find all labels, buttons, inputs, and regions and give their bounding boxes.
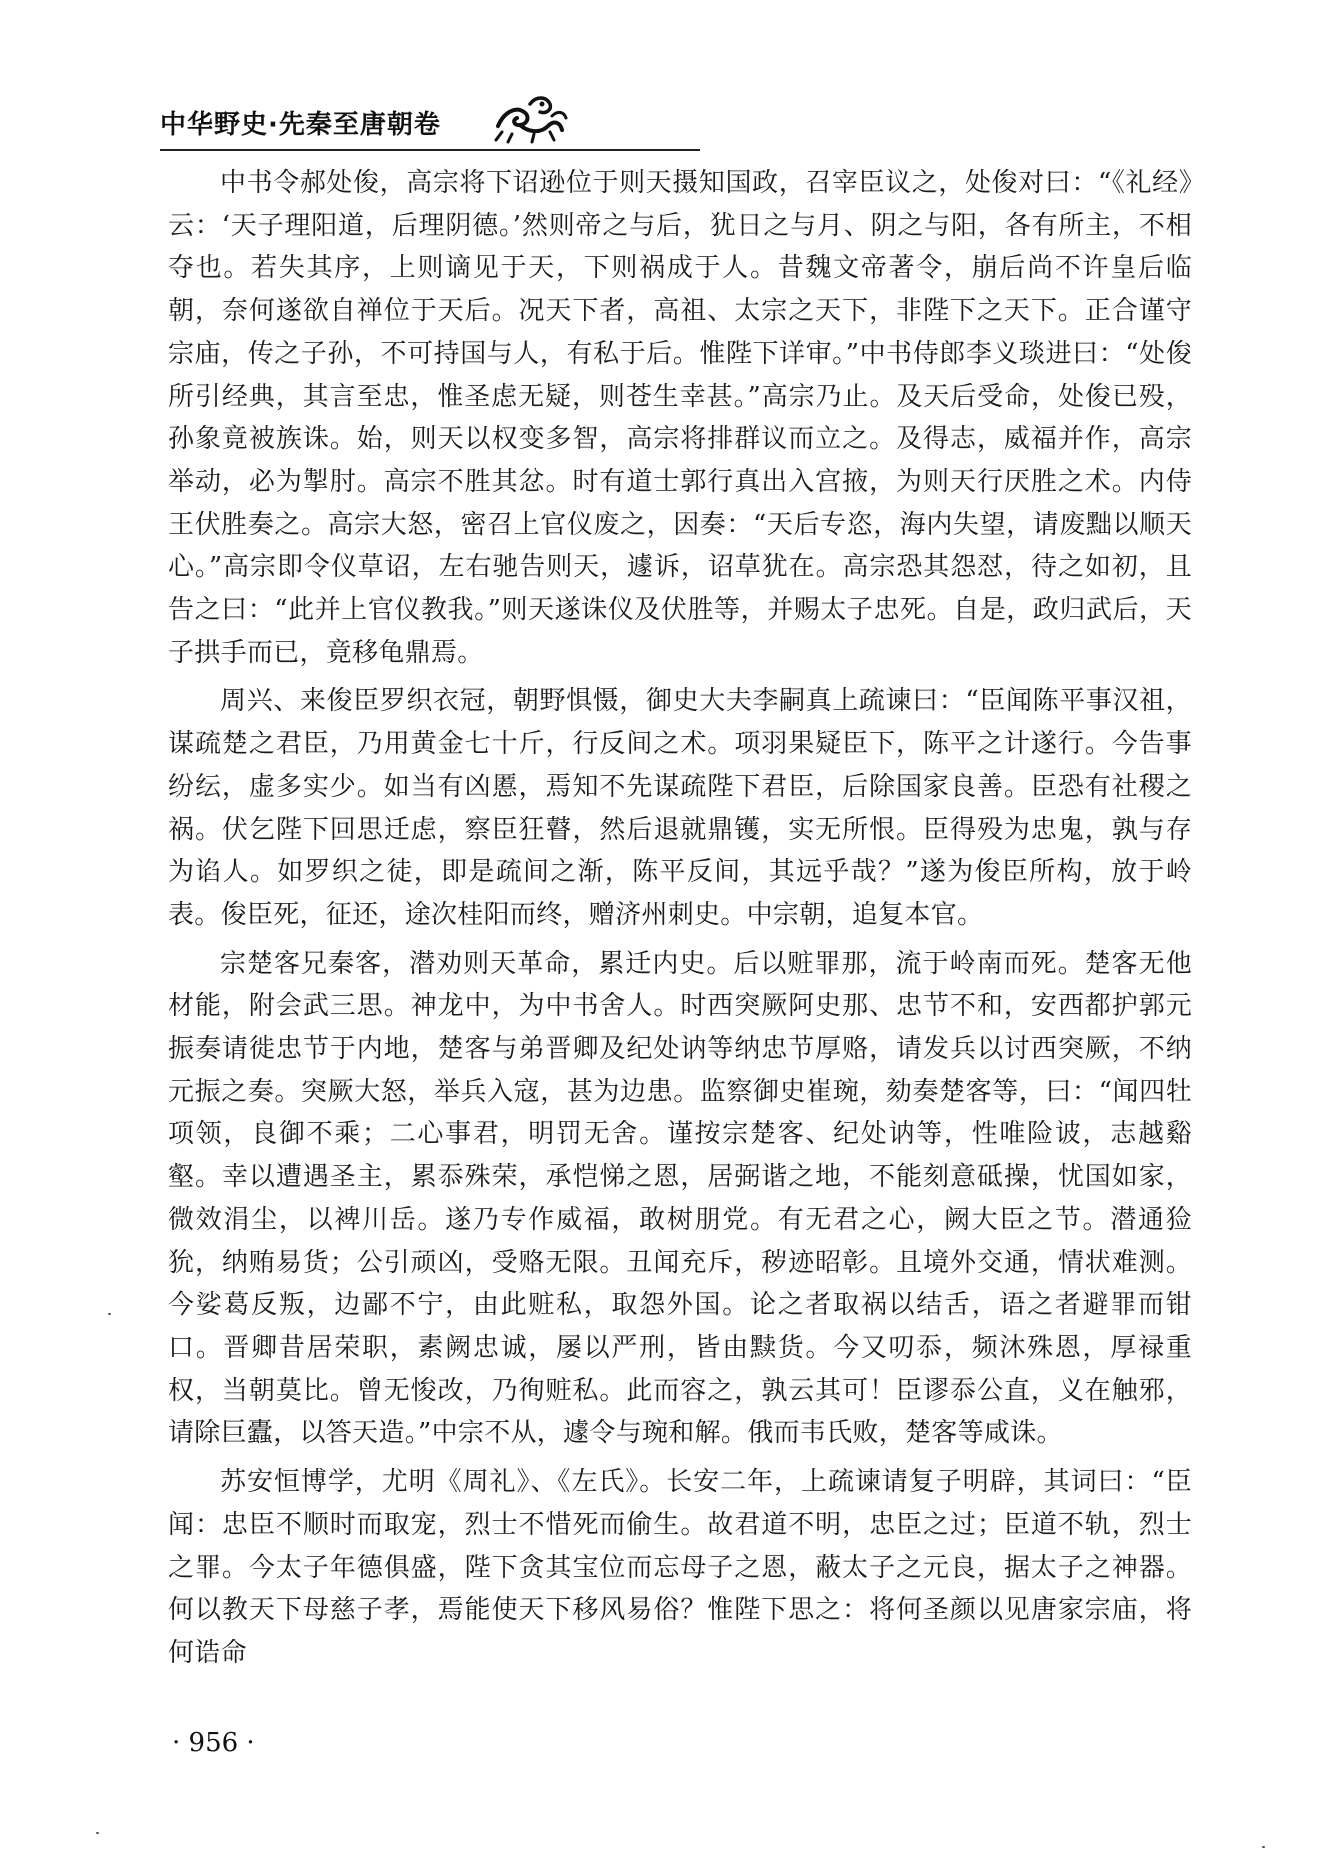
scan-speck [108,1313,111,1315]
paragraph: 宗楚客兄秦客，潜劝则天革命，累迁内史。后以赃罪那，流于岭南而死。楚客无他材能，附会武三思。神龙中，为中书舍人。时西突厥阿史那、忠节不和，安西都护郭元振奏请徙忠节于内地，楚客与弟晋卿及纪处讷等纳忠节厚赂，请发兵以讨西突厥，不纳元振之奏。突厥大怒，举兵入寇，甚为边患。监察御史崔琬，劾奏楚客等，曰：“闻四牡项领，良御不乘；二心事君，明罚无舍。谨按宗楚客、纪处讷等，性唯险诐，志越谿壑。幸以遭遇圣主，累忝殊荣，承恺悌之恩，居弼谐之地，不能刻意砥操，忧国如家，微效涓尘，以裨川岳。遂乃专作威福，敢树朋党。有无君之心，阙大臣之节。潜通猃狁，纳贿易货；公引顽凶，受赂无限。丑闻充斥，秽迹昭彰。且境外交通，情状难测。今娑葛反叛，边鄙不宁，由此赃私，取怨外国。论之者取祸以结舌，语之者避罪而钳口。晋卿昔居荣职，素阙忠诚，屡以严刑，皆由黩货。今又叨忝，频沐殊恩，厚禄重权，当朝莫比。曾无悛改，乃徇赃私。此而容之，孰云其可！臣谬忝公直，义在触邪，请除巨蠹，以答天造。”中宗不从，遽令与琬和解。俄而韦氏败，楚客等咸诛。 [168,948,1192,1449]
header-divider [160,149,700,151]
running-header-title: 中华野史·先秦至唐朝卷 [160,110,441,140]
scan-speck [1262,1846,1265,1848]
dragon-emblem-icon [490,92,570,146]
page-number: · 956 · [172,1728,255,1758]
body-text [168,162,1192,1681]
paragraph: 苏安恒博学，尤明《周礼》、《左氏》。长安二年，上疏谏请复子明辟，其词曰：“臣闻：忠臣不顺时而取宠，烈士不惜死而偷生。故君道不明，忠臣之过；臣道不轨，烈士之罪。今太子年德俱盛，陛下贪其宝位而忘母子之恩，蔽太子之元良，据太子之神器。何以教天下母慈子孝，焉能使天下移风易俗？惟陛下思之：将何圣颜以见唐家宗庙，将何诰命 [168,1467,1192,1668]
paragraph: 中书令郝处俊，高宗将下诏逊位于则天摄知国政，召宰臣议之，处俊对曰：“《礼经》云：‘天子理阳道，后理阴德。’然则帝之与后，犹日之与月、阴之与阳，各有所主，不相夺也。若失其序，上则谪见于天，下则祸成于人。昔魏文帝著令，崩后尚不许皇后临朝，奈何遂欲自禅位于天后。况天下者，高祖、太宗之天下，非陛下之天下。正合谨守宗庙，传之子孙，不可持国与人，有私于后。惟陛下详审。”中书侍郎李义琰进曰：“处俊所引经典，其言至忠，惟圣虑无疑，则苍生幸甚。”高宗乃止。及天后受命，处俊已殁，孙象竟被族诛。始，则天以权变多智，高宗将排群议而立之。及得志，威福并作，高宗举动，必为掣肘。高宗不胜其忿。时有道士郭行真出入宫掖，为则天行厌胜之术。内侍王伏胜奏之。高宗大怒，密召上官仪废之，因奏：“天后专恣，海内失望，请废黜以顺天心。”高宗即令仪草诏，左右驰告则天，遽诉，诏草犹在。高宗恐其怨怼，待之如初，且告之曰：“此并上官仪教我。”则天遂诛仪及伏胜等，并赐太子忠死。自是，政归武后，天子拱手而已，竟移龟鼎焉。 [168,168,1192,668]
scan-speck [96,1832,99,1834]
paragraph: 周兴、来俊臣罗织衣冠，朝野惧慑，御史大夫李嗣真上疏谏曰：“臣闻陈平事汉祖，谋疏楚之君臣，乃用黄金七十斤，行反间之术。项羽果疑臣下，陈平之计遂行。今告事纷纭，虚多实少。如当有凶慝，焉知不先谋疏陛下君臣，后除国家良善。臣恐有社稷之祸。伏乞陛下回思迁虑，察臣狂瞽，然后退就鼎镬，实无所恨。臣得殁为忠鬼，孰与存为谄人。如罗织之徒，即是疏间之渐，陈平反间，其远乎哉？”遂为俊臣所构，放于岭表。俊臣死，征还，途次桂阳而终，赠济州刺史。中宗朝，追复本官。 [168,686,1192,930]
running-header [160,92,1190,148]
